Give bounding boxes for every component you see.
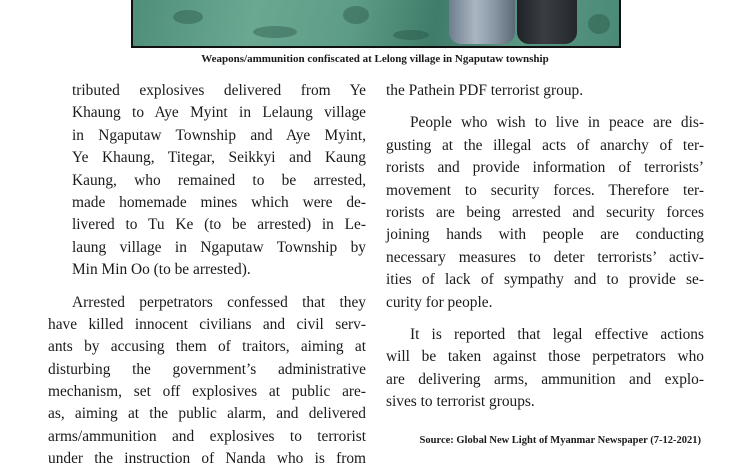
text-line: arms/ammunition and explosives to terrorist	[48, 427, 366, 445]
dark-canister	[517, 0, 577, 44]
text-line: joining hands with people are conducting	[386, 226, 704, 244]
text-line: Arrested perpetrators confessed that they	[72, 293, 366, 311]
metal-canister	[449, 0, 515, 44]
text-line: laung village in Ngaputaw Township by	[72, 238, 366, 256]
text-line: livered to Tu Ke (to be arrested) in Le-	[72, 216, 366, 234]
text-line: movement to security forces. Therefore ter-	[386, 181, 704, 199]
text-line: curity for people.	[386, 293, 493, 311]
paragraph-gap	[386, 102, 704, 112]
text-line: made homemade mines which were de-	[72, 193, 366, 211]
text-line: under the instruction of Nanda who is from	[48, 450, 366, 468]
text-line: sives to terrorist groups.	[386, 393, 535, 411]
text-line: People who wish to live in peace are dis-	[410, 114, 704, 132]
text-line: tributed explosives delivered from Ye	[72, 82, 366, 99]
text-line: necessary measures to deter terrorists’ activ-	[386, 248, 704, 266]
text-line: Min Min Oo (to be arrested).	[72, 261, 251, 279]
text-line: Ye Khaung, Titegar, Seikkyi and Kaung	[72, 149, 366, 167]
text-line: It is reported that legal effective actions	[410, 325, 704, 343]
text-line: Kaung, who remained to be arrested,	[72, 171, 366, 189]
text-line: ants by accusing them of traitors, aiming at	[48, 338, 366, 356]
text-line: gusting at the illegal acts of anarchy of ter-	[386, 136, 704, 154]
article-column-right	[386, 80, 704, 413]
text-line: rorists are being arrested and security forces	[386, 203, 704, 221]
text-line: are delivering arms, ammunition and explo-	[386, 370, 704, 388]
text-line: the Pathein PDF terrorist group.	[386, 82, 584, 99]
text-line: in Ngaputaw Township and Aye Myint,	[72, 126, 366, 144]
text-line: will be taken against those perpetrators who	[386, 348, 704, 366]
article-photo	[131, 0, 621, 48]
text-line: Khaung to Aye Myint in Lelaung village	[72, 104, 366, 122]
photo-caption: Weapons/ammunition confiscated at Lelong village in Ngaputaw township	[201, 53, 549, 65]
text-line: ities of lack of sympathy and to provide se-	[386, 271, 704, 289]
paragraph-gap	[386, 314, 704, 324]
text-line: mechanism, set off explosives at public are-	[48, 383, 366, 401]
text-line: rorists and provide information of terrorists’	[386, 159, 704, 177]
text-line: have killed innocent civilians and civil serv-	[48, 315, 366, 333]
text-line: as, aiming at the public alarm, and delivered	[48, 405, 366, 423]
source-credit: Source: Global New Light of Myanmar Newspaper (7-12-2021)	[419, 435, 701, 446]
article-column-left	[48, 80, 366, 471]
paragraph-gap	[48, 282, 366, 292]
text-line: disturbing the government’s administrative	[48, 360, 366, 378]
